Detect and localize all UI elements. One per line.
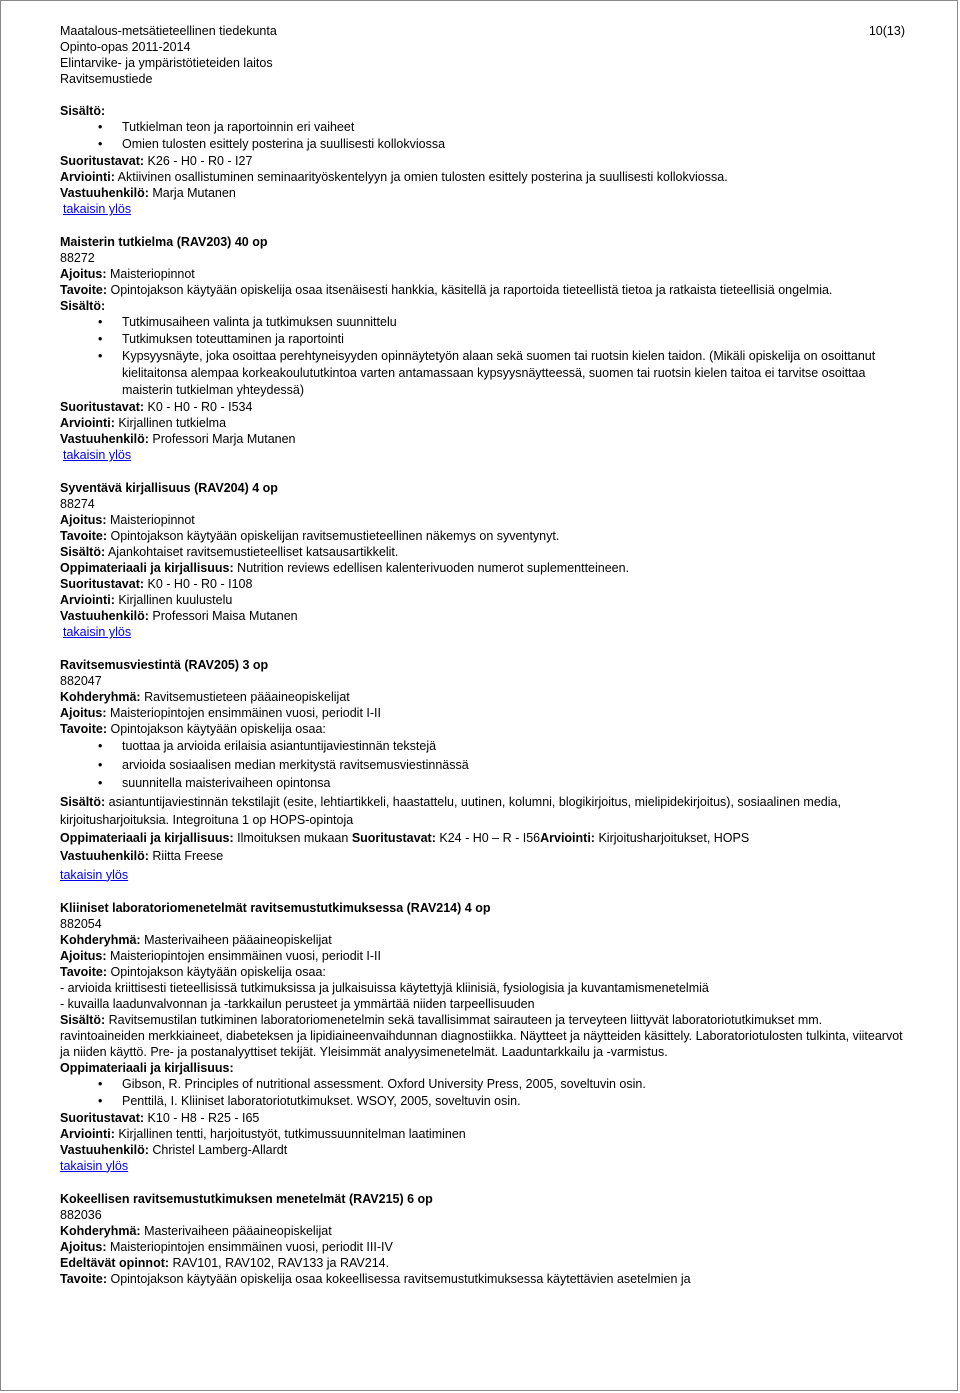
vastuuhenkilo-value: Christel Lamberg-Allardt: [152, 1142, 288, 1157]
sisalto-value: Ravitsemustilan tutkiminen laboratoriomenetelmin sekä tavallisimmat sairauteen ja terveyteen liittyvät laboratoriotutkimukset mm. ravintoaineiden merkkiaineet, diabeteksen ja lipidiaineenvaihdunnan diagnostiikka. Näytteet ja näytteiden käsittely. Laboratoriotulosten tulkinta, viitearvot ja niiden käyttö. Pre- ja postanalyyttiset tekijät. Yleisimmät analyysimenetelmät. Laaduntarkkailu ja -varmistus.: [60, 1012, 903, 1059]
label-suoritustavat: Suoritustavat:: [351, 830, 436, 845]
ajoitus-value: Maisteriopintojen ensimmäinen vuosi, periodit III-IV: [110, 1239, 393, 1254]
label-sisalto: Sisältö:: [60, 299, 106, 313]
course-rav214: [60, 900, 905, 1174]
tavoite-value: Opintojakson käytyään opiskelija osaa:: [110, 964, 326, 979]
list-item: • Tutkimusaiheen valinta ja tutkimuksen suunnittelu: [60, 314, 905, 331]
back-to-top-link[interactable]: takaisin ylös: [63, 448, 132, 462]
label-arviointi: Arviointi:: [60, 1126, 115, 1141]
label-kohderyhma: Kohderyhmä:: [60, 932, 141, 947]
back-to-top-link[interactable]: takaisin ylös: [63, 625, 132, 639]
back-to-top-link[interactable]: takaisin ylös: [60, 1158, 129, 1173]
label-suoritustavat: Suoritustavat:: [60, 400, 145, 414]
label-tavoite: Tavoite:: [60, 283, 107, 297]
page-number: 10(13): [868, 24, 905, 38]
label-oppimateriaali: Oppimateriaali ja kirjallisuus:: [60, 1060, 234, 1075]
back-to-top-link[interactable]: takaisin ylös: [63, 202, 132, 216]
label-oppimateriaali: Oppimateriaali ja kirjallisuus:: [60, 561, 234, 575]
sisalto-value: Ajankohtaiset ravitsemustieteelliset katsausartikkelit.: [107, 545, 399, 559]
course-rav203: [60, 234, 905, 463]
oppimateriaali-value: Ilmoituksen mukaan: [237, 830, 349, 845]
list-item: • Tutkielman teon ja raportoinnin eri vaiheet: [60, 119, 905, 136]
vastuuhenkilo-value: Marja Mutanen: [152, 186, 236, 200]
arviointi-value: Kirjallinen tutkielma: [118, 416, 227, 430]
suoritustavat-value: K10 - H8 - R25 - I65: [147, 1110, 260, 1125]
arviointi-value: Kirjallinen kuulustelu: [118, 593, 233, 607]
back-to-top-link[interactable]: takaisin ylös: [60, 867, 129, 882]
subject-name: Ravitsemustiede: [60, 72, 153, 86]
label-tavoite: Tavoite:: [60, 722, 107, 736]
ajoitus-value: Maisteriopinnot: [110, 513, 195, 527]
ajoitus-value: Maisteriopintojen ensimmäinen vuosi, periodit I-II: [110, 948, 381, 963]
list-item: • tuottaa ja arvioida erilaisia asiantuntijaviestinnän tekstejä: [60, 737, 905, 756]
tavoite-value: Opintojakson käytyään opiskelija osaa:: [110, 722, 326, 736]
label-edeltavat: Edeltävät opinnot:: [60, 1255, 170, 1270]
label-oppimateriaali: Oppimateriaali ja kirjallisuus:: [60, 830, 234, 845]
kohderyhma-value: Masterivaiheen pääaineopiskelijat: [144, 1223, 332, 1238]
list-item: • Tutkimuksen toteuttaminen ja raportointi: [60, 331, 905, 348]
vastuuhenkilo-value: Riitta Freese: [152, 848, 224, 863]
department-name: Elintarvike- ja ympäristötieteiden laitos: [60, 56, 273, 70]
suoritustavat-value: K0 - H0 - R0 - I534: [147, 400, 253, 414]
arviointi-value: Aktiivinen osallistuminen seminaarityöskentelyyn ja omien tulosten esittely posterina ja suullisesti kollokviossa.: [117, 170, 728, 184]
label-vastuuhenkilo: Vastuuhenkilö:: [60, 848, 149, 863]
guide-title: Opinto-opas 2011-2014: [60, 40, 191, 54]
arviointi-value: Kirjallinen tentti, harjoitustyöt, tutkimussuunnitelman laatiminen: [118, 1126, 466, 1141]
suoritustavat-value: K26 - H0 - R0 - I27: [147, 154, 253, 168]
course-code: 88274: [60, 497, 95, 511]
label-vastuuhenkilo: Vastuuhenkilö:: [60, 186, 149, 200]
tavoite-list: [60, 737, 905, 793]
label-vastuuhenkilo: Vastuuhenkilö:: [60, 609, 149, 623]
list-item: • suunnitella maisterivaiheen opintonsa: [60, 774, 905, 793]
label-arviointi: Arviointi:: [540, 830, 595, 845]
edeltavat-value: RAV101, RAV102, RAV133 ja RAV214.: [172, 1255, 390, 1270]
kohderyhma-value: Ravitsemustieteen pääaineopiskelijat: [144, 690, 350, 704]
label-arviointi: Arviointi:: [60, 593, 115, 607]
label-sisalto: Sisältö:: [60, 104, 106, 118]
sisalto-list: [60, 119, 905, 153]
vastuuhenkilo-value: Professori Marja Mutanen: [152, 432, 296, 446]
label-sisalto: Sisältö:: [60, 794, 106, 809]
literature-list: [60, 1076, 905, 1110]
faculty-name: Maatalous-metsätieteellinen tiedekunta: [60, 24, 277, 38]
oppimateriaali-value: Nutrition reviews edellisen kalenterivuoden numerot suplementteineen.: [237, 561, 630, 575]
list-item: • Kypsyysnäyte, joka osoittaa perehtyneisyyden opinnäytetyön alaan sekä suomen tai ruotsin kielen taidon. (Mikäli opiskelija on osoittanut kielitaitonsa alempaa korkeakoulututkintoa varten antamassaan kypsyysnäytteessä, suomen tai ruotsin kielen taitoa ei tarvitse osoittaa maisterin tutkielman yhteydessä): [60, 348, 905, 399]
page-header: [60, 23, 905, 87]
list-item: • Gibson, R. Principles of nutritional assessment. Oxford University Press, 2005, soveltuvin osin.: [60, 1076, 905, 1093]
course-code: 88272: [60, 251, 95, 265]
list-item: • Penttilä, I. Kliiniset laboratoriotutkimukset. WSOY, 2005, soveltuvin osin.: [60, 1093, 905, 1110]
course-title: Kokeellisen ravitsemustutkimuksen menetelmät (RAV215) 6 op: [60, 1191, 433, 1206]
course-code: 882036: [60, 1207, 102, 1222]
label-suoritustavat: Suoritustavat:: [60, 1110, 145, 1125]
course-rav215: [60, 1191, 905, 1287]
course-prev: [60, 103, 905, 217]
course-rav204: [60, 480, 905, 640]
label-sisalto: Sisältö:: [60, 545, 106, 559]
tavoite-line: - arvioida kriittisesti tieteellisissä tutkimuksissa ja julkaisuissa käytettyjä kliinisiä, fysiologisia ja kuvantamismenetelmiä: [60, 980, 709, 995]
list-item: • Omien tulosten esittely posterina ja suullisesti kollokviossa: [60, 136, 905, 153]
label-ajoitus: Ajoitus:: [60, 267, 107, 281]
sisalto-list: [60, 314, 905, 399]
course-rav205: [60, 657, 905, 883]
course-code: 882047: [60, 674, 102, 688]
label-suoritustavat: Suoritustavat:: [60, 577, 145, 591]
label-tavoite: Tavoite:: [60, 529, 107, 543]
suoritustavat-value: K0 - H0 - R0 - I108: [147, 577, 253, 591]
ajoitus-value: Maisteriopinnot: [110, 267, 195, 281]
course-title: Syventävä kirjallisuus (RAV204) 4 op: [60, 481, 278, 495]
course-title: Kliiniset laboratoriomenetelmät ravitsemustutkimuksessa (RAV214) 4 op: [60, 900, 491, 915]
course-title: Maisterin tutkielma (RAV203) 40 op: [60, 235, 268, 249]
ajoitus-value: Maisteriopintojen ensimmäinen vuosi, periodit I-II: [110, 706, 381, 720]
document-content: [60, 103, 905, 1287]
tavoite-value: Opintojakson käytyään opiskelija osaa kokeellisessa ravitsemustutkimuksessa käytettävien asetelmien ja: [110, 1271, 691, 1286]
label-ajoitus: Ajoitus:: [60, 1239, 107, 1254]
vastuuhenkilo-value: Professori Maisa Mutanen: [152, 609, 298, 623]
tavoite-value: Opintojakson käytyään opiskelija osaa itsenäisesti hankkia, käsitellä ja raportoida tieteellistä tietoa ja ratkaista tieteellisiä ongelmia.: [110, 283, 833, 297]
label-kohderyhma: Kohderyhmä:: [60, 1223, 141, 1238]
label-arviointi: Arviointi:: [60, 416, 115, 430]
label-vastuuhenkilo: Vastuuhenkilö:: [60, 1142, 149, 1157]
label-sisalto: Sisältö:: [60, 1012, 106, 1027]
course-title: Ravitsemusviestintä (RAV205) 3 op: [60, 658, 269, 672]
arviointi-value: Kirjoitusharjoitukset, HOPS: [598, 830, 750, 845]
label-ajoitus: Ajoitus:: [60, 706, 107, 720]
label-arviointi: Arviointi:: [60, 170, 115, 184]
suoritustavat-value: K24 - H0 – R - I56: [439, 830, 541, 845]
label-tavoite: Tavoite:: [60, 964, 107, 979]
course-code: 882054: [60, 916, 102, 931]
tavoite-line: - kuvailla laadunvalvonnan ja -tarkkailun perusteet ja ymmärtää niiden tarpeellisuuden: [60, 996, 535, 1011]
label-kohderyhma: Kohderyhmä:: [60, 690, 141, 704]
list-item: • arvioida sosiaalisen median merkitystä ravitsemusviestinnässä: [60, 756, 905, 775]
kohderyhma-value: Masterivaiheen pääaineopiskelijat: [144, 932, 332, 947]
label-ajoitus: Ajoitus:: [60, 513, 107, 527]
sisalto-value: asiantuntijaviestinnän tekstilajit (esite, lehtiartikkeli, haastattelu, uutinen, kolumni, blogikirjoitus, mielipidekirjoitus), sosiaalinen media, kirjoitusharjoituksia. Integroituna 1 op HOPS-opintoja: [60, 794, 841, 827]
label-ajoitus: Ajoitus:: [60, 948, 107, 963]
label-tavoite: Tavoite:: [60, 1271, 107, 1286]
label-vastuuhenkilo: Vastuuhenkilö:: [60, 432, 149, 446]
tavoite-value: Opintojakson käytyään opiskelijan ravitsemustieteellinen näkemys on syventynyt.: [110, 529, 560, 543]
label-suoritustavat: Suoritustavat:: [60, 154, 145, 168]
